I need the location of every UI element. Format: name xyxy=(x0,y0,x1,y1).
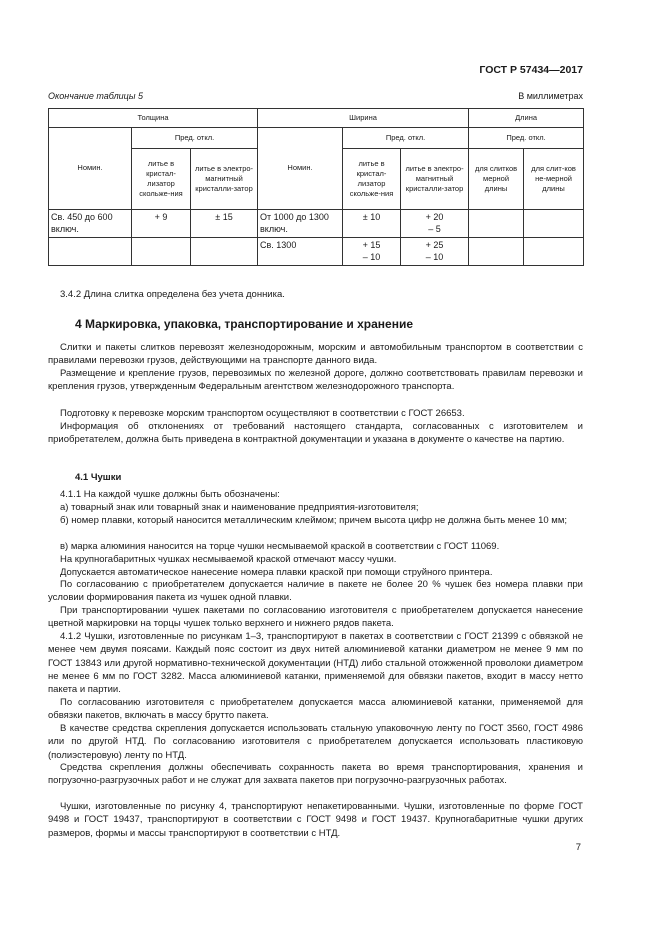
table-cell: Св. 450 до 600 включ. xyxy=(49,210,132,238)
sub-crystallizer: литье в кристал-лизатор скольже-ния xyxy=(343,149,401,210)
paragraph: Средства скрепления должны обеспечивать сохранность пакета во время транспортирования, хранения и погрузочно-разгрузочных работ и не служат для захвата пакетов при погрузочно-разгрузочных работах. xyxy=(48,762,583,787)
table-cell: От 1000 до 1300 включ. xyxy=(258,210,343,238)
header-width: Ширина xyxy=(258,109,469,128)
header-length-tol: Пред. откл. xyxy=(469,128,584,149)
sub-nonmeasured-length: для слит-ков не-мерной длины xyxy=(524,149,584,210)
paragraph: По согласованию изготовителя с приобретателем допускается масса алюминиевой катанки, применяемой для обвязки пакетов, включать в массу брутто пакета. xyxy=(48,697,583,722)
paragraph: Допускается автоматическое нанесение номера плавки краской при помощи струйного принтера. xyxy=(60,567,493,578)
dimensions-table xyxy=(48,108,584,266)
header-length: Длина xyxy=(469,109,584,128)
list-item: б) номер плавки, который наносится металлическим клеймом; причем высота цифр не должна быть менее 10 мм; xyxy=(60,515,567,526)
table-cell xyxy=(469,210,524,238)
list-item: а) товарный знак или товарный знак и наименование предприятия-изготовителя; xyxy=(60,502,419,513)
paragraph: По согласованию с приобретателем допускается наличие в пакете не более 20 % чушек без номера плавки при условии формирования пакета из чушек одной плавки. xyxy=(48,579,583,604)
table-cell: ± 15 xyxy=(191,210,258,238)
table-cell xyxy=(191,238,258,266)
paragraph: В качестве средства скрепления допускается использовать стальную упаковочную ленту по ГОСТ 3560, ГОСТ 4986 или по другой НТД. По согласованию изготовителя с приобретателем допускается использовать пластиковую (полиэстеровую) ленту по НТД. xyxy=(48,723,583,761)
list-item: в) марка алюминия наносится на торце чушки несмываемой краской в соответствии с ГОСТ 11069. xyxy=(60,541,500,552)
table-cell xyxy=(524,238,584,266)
table-cell: + 20 – 5 xyxy=(401,210,469,238)
header-width-nomin: Номин. xyxy=(258,128,343,210)
page-number: 7 xyxy=(575,842,581,853)
paragraph: Размещение и крепление грузов, перевозимых по железной дороге, должно соответствовать правилам перевозки и крепления грузов, утвержденным Федеральным агентством железнодорожного транспорта. xyxy=(48,368,583,393)
paragraph: Чушки, изготовленные по рисунку 4, транспортируют непакетированными. Чушки, изготовленные по форме ГОСТ 9498 и ГОСТ 19437, транспортируют в соответствии с ГОСТ 9498 и ГОСТ 19437. Крупногабаритные чушки других размеров, формы и массы транспортируют в соответствии с НТД. xyxy=(48,801,583,839)
document-id: ГОСТ Р 57434—2017 xyxy=(479,64,583,76)
units-caption: В миллиметрах xyxy=(518,91,583,101)
paragraph: На крупногабаритных чушках несмываемой краской отмечают массу чушки. xyxy=(60,554,397,565)
sub-electromagnetic: литье в электро-магнитный кристалли-затор xyxy=(401,149,469,210)
table-cell: + 25 – 10 xyxy=(401,238,469,266)
paragraph: Информация об отклонениях от требований настоящего стандарта, согласованных с изготовителем и приобретателем, должна быть приведена в контрактной документации и указана в документе о качестве на партию. xyxy=(48,421,583,446)
paragraph: Слитки и пакеты слитков перевозят железнодорожным, морским и автомобильным транспортом в соответствии с правилами перевозки грузов, действующими на транспорте данного вида. xyxy=(48,342,583,367)
sub-measured-length: для слитков мерной длины xyxy=(469,149,524,210)
sub-crystallizer: литье в кристал-лизатор скольже-ния xyxy=(132,149,191,210)
paragraph-3-4-2: 3.4.2 Длина слитка определена без учета донника. xyxy=(60,289,285,300)
header-thickness-tol: Пред. откл. xyxy=(132,128,258,149)
table-cell xyxy=(524,210,584,238)
header-thickness: Толщина xyxy=(49,109,258,128)
table-cell: Св. 1300 xyxy=(258,238,343,266)
paragraph: При транспортировании чушек пакетами по согласованию изготовителя с приобретателем допускается нанесение цветной маркировки на торцы чушек только верхнего и нижнего рядов пакета. xyxy=(48,605,583,630)
section-4-heading: 4 Маркировка, упаковка, транспортирование и хранение xyxy=(75,317,414,331)
table-caption: Окончание таблицы 5 xyxy=(48,91,143,101)
table-cell: ± 10 xyxy=(343,210,401,238)
table-cell xyxy=(469,238,524,266)
paragraph: Подготовку к перевозке морским транспортом осуществляют в соответствии с ГОСТ 26653. xyxy=(60,408,465,419)
section-4-1-heading: 4.1 Чушки xyxy=(75,472,122,483)
paragraph: 4.1.1 На каждой чушке должны быть обозначены: xyxy=(60,489,280,500)
table-cell xyxy=(132,238,191,266)
table-cell xyxy=(49,238,132,266)
sub-electromagnetic: литье в электро-магнитный кристалли-затор xyxy=(191,149,258,210)
paragraph-4-1-2: 4.1.2 Чушки, изготовленные по рисункам 1–3, транспортируют в пакетах в соответствии с ГОСТ 21399 с обвязкой не менее чем двумя поясами. Каждый пояс состоит из двух нитей алюминиевой катанки диаметром не менее 9 мм по ГОСТ 13843 или другой нормативно-технической документации (НТД) либо стальной отожженной проволоки диаметром не менее 6 мм по ГОСТ 3282. Масса алюминиевой катанки, применяемой для обвязки пакетов, входит в массу нетто пакета и партии. xyxy=(48,631,583,696)
header-thickness-nomin: Номин. xyxy=(49,128,132,210)
table-cell: + 9 xyxy=(132,210,191,238)
table-cell: + 15 – 10 xyxy=(343,238,401,266)
header-width-tol: Пред. откл. xyxy=(343,128,469,149)
